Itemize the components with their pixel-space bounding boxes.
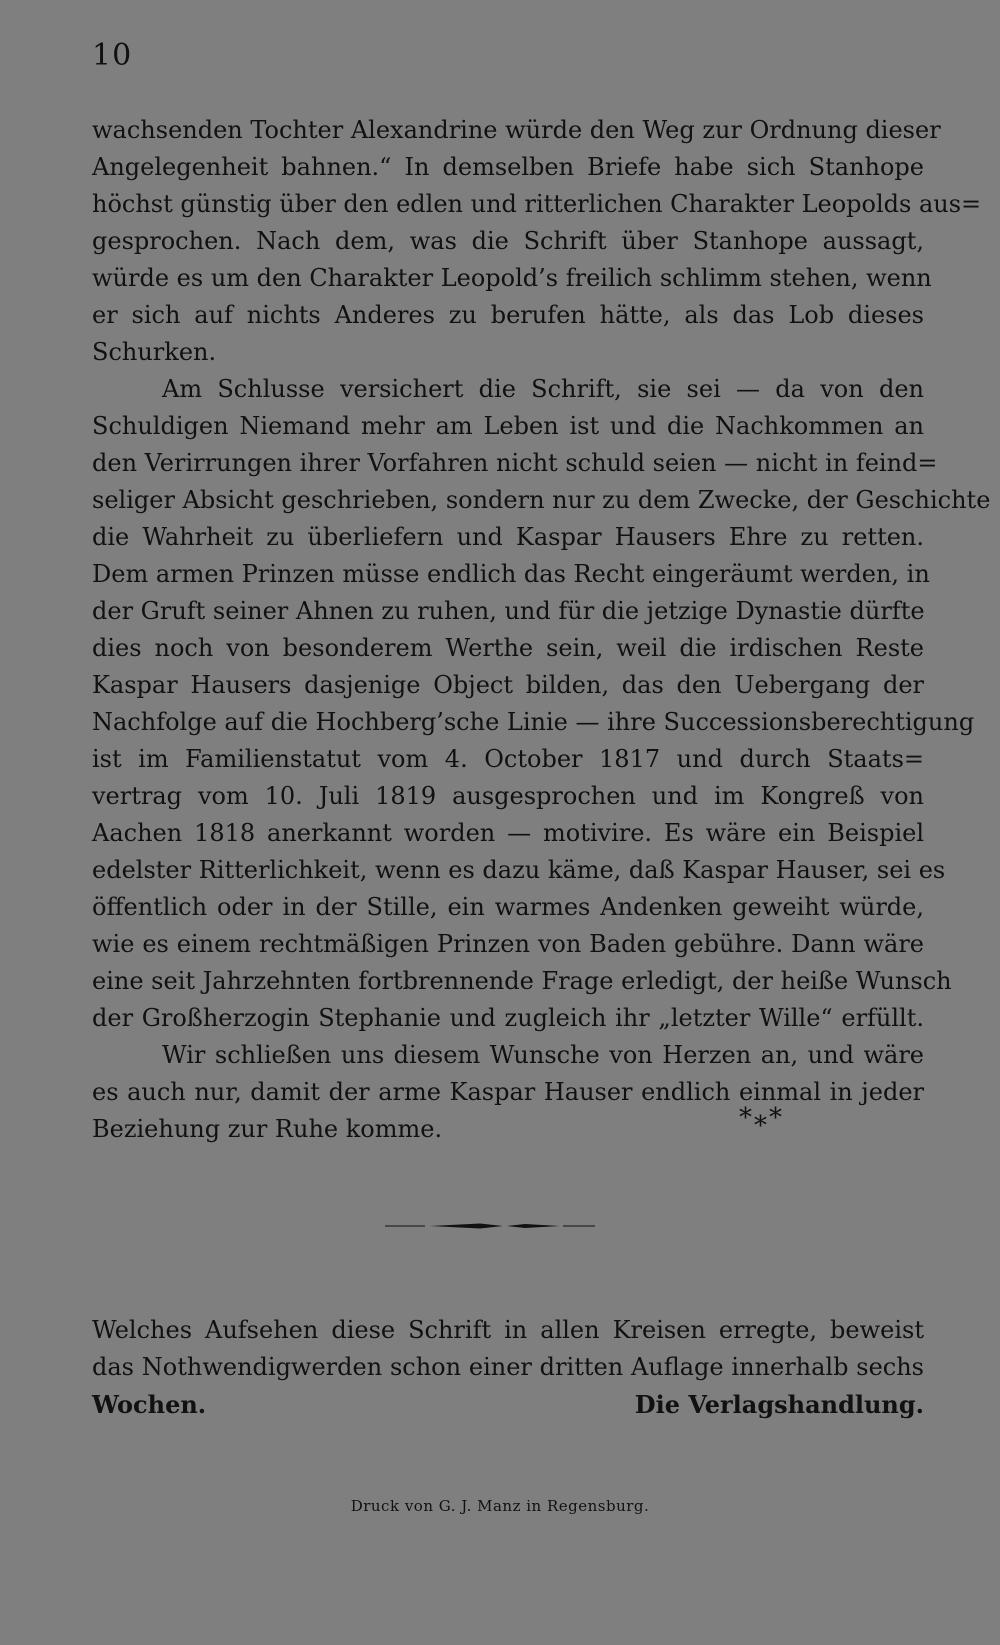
text-line: Dem armen Prinzen müsse endlich das Recht eingeräumt werden, in (92, 560, 930, 588)
publisher-signature: Die Verlagshandlung. (634, 1390, 924, 1419)
text-line: Schurken. (92, 338, 217, 366)
ornamental-rule (385, 1222, 595, 1230)
closing-row (92, 1103, 924, 1148)
text-line: gesprochen. Nach dem, was die Schrift über Stanhope aussagt, (92, 227, 924, 255)
body-text (92, 112, 991, 1148)
text-line: es auch nur, damit der arme Kaspar Hauser endlich einmal in jeder (92, 1078, 924, 1106)
text-line: wachsenden Tochter Alexandrine würde den Weg zur Ordnung dieser (92, 116, 941, 144)
text-line: den Verirrungen ihrer Vorfahren nicht schuld seien — nicht in feind= (92, 449, 938, 477)
text-line: Kaspar Hausers dasjenige Object bilden, das den Uebergang der (92, 671, 924, 699)
page-number: 10 (92, 38, 133, 73)
notice-signature-row (92, 1386, 924, 1423)
notice-line-end: Wochen. (92, 1390, 207, 1419)
text-line: Aachen 1818 anerkannt worden — motivire. Es wäre ein Beispiel (92, 819, 924, 847)
text-line: eine seit Jahrzehnten fortbrennende Frage erledigt, der heiße Wunsch (92, 967, 952, 995)
printer-imprint: Druck von G. J. Manz in Regensburg. (350, 1497, 650, 1515)
text-line: wie es einem rechtmäßigen Prinzen von Baden gebühre. Dann wäre (92, 930, 924, 958)
text-line: würde es um den Charakter Leopold’s freilich schlimm stehen, wenn (92, 264, 932, 292)
notice-line: Welches Aufsehen diese Schrift in allen Kreisen erregte, beweist (92, 1316, 924, 1344)
text-line: seliger Absicht geschrieben, sondern nur zu dem Zwecke, der Geschichte (92, 486, 991, 514)
asterism: *⁎* (739, 1103, 784, 1133)
text-line: Wir schließen uns diesem Wunsche von Herzen an, und wäre (162, 1041, 924, 1069)
notice-line: das Nothwendigwerden schon einer dritten Auflage innerhalb sechs (92, 1353, 924, 1381)
text-line: der Großherzogin Stephanie und zugleich ihr „letzter Wille“ erfüllt. (92, 1004, 924, 1032)
text-line: ist im Familienstatut vom 4. October 1817 und durch Staats= (92, 745, 924, 773)
text-line: Angelegenheit bahnen.“ In demselben Briefe habe sich Stanhope (92, 153, 924, 181)
text-line: höchst günstig über den edlen und ritterlichen Charakter Leopolds aus= (92, 190, 982, 218)
text-line: Nachfolge auf die Hochberg’sche Linie — ihre Successionsberechtigung (92, 708, 975, 736)
text-line: öffentlich oder in der Stille, ein warmes Andenken geweiht würde, (92, 893, 924, 921)
text-line: Beziehung zur Ruhe komme. (92, 1115, 443, 1143)
text-line: dies noch von besonderem Werthe sein, weil die irdischen Reste (92, 634, 924, 662)
text-line: die Wahrheit zu überliefern und Kaspar Hausers Ehre zu retten. (92, 523, 924, 551)
text-line: er sich auf nichts Anderes zu berufen hätte, als das Lob dieses (92, 301, 924, 329)
text-line: edelster Ritterlichkeit, wenn es dazu käme, daß Kaspar Hauser, sei es (92, 856, 946, 884)
text-line: Am Schlusse versichert die Schrift, sie sei — da von den (162, 375, 924, 403)
publisher-notice (92, 1312, 924, 1423)
text-line: vertrag vom 10. Juli 1819 ausgesprochen und im Kongreß von (92, 782, 924, 810)
text-line: der Gruft seiner Ahnen zu ruhen, und für die jetzige Dynastie dürfte (92, 597, 925, 625)
text-line: Schuldigen Niemand mehr am Leben ist und die Nachkommen an (92, 412, 924, 440)
